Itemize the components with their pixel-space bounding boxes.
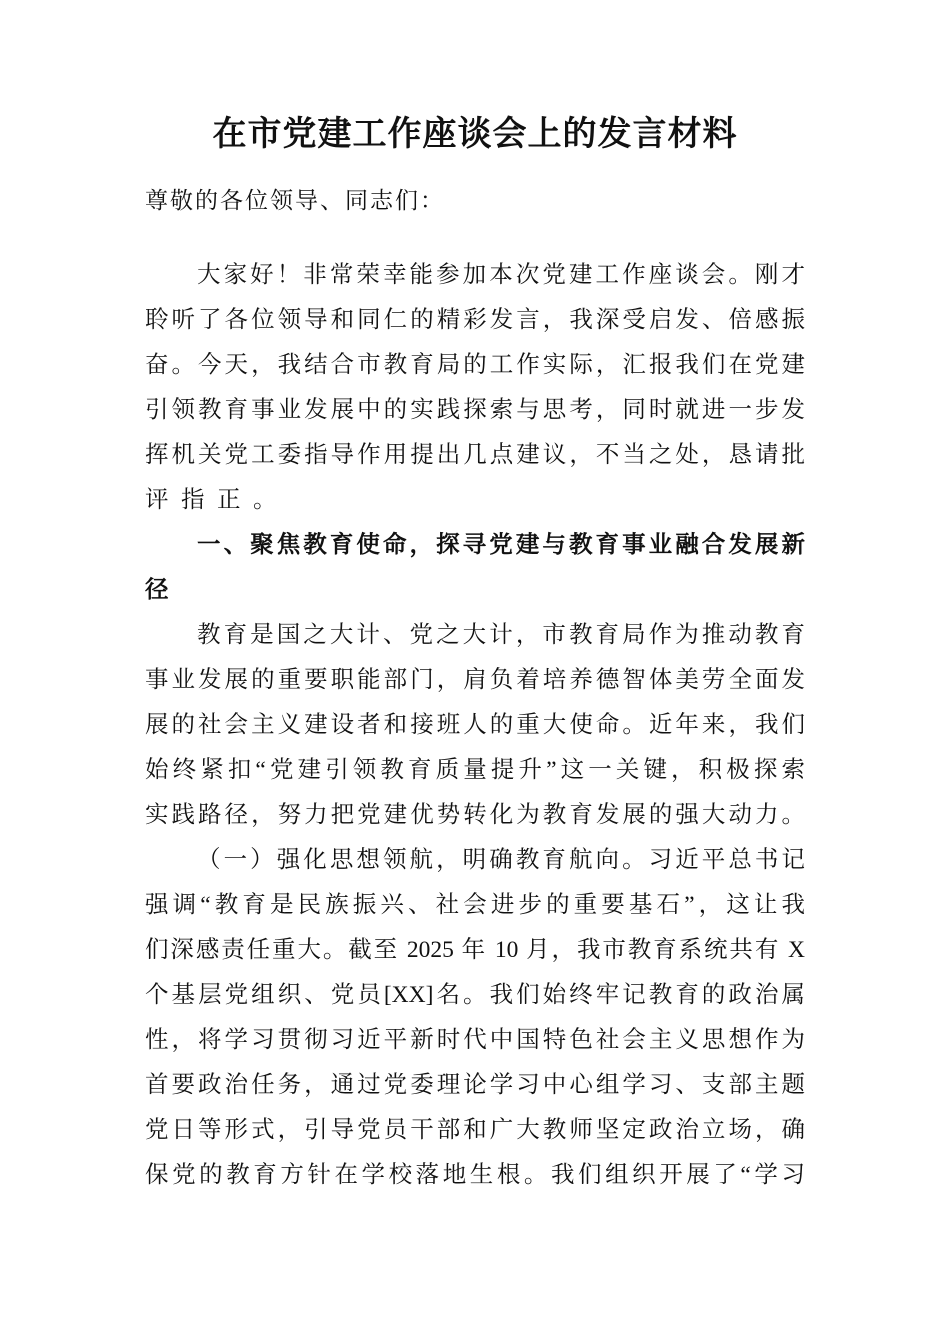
paragraph-line: 挥机关党工委指导作用提出几点建议，不当之处，恳请批	[145, 442, 805, 468]
paragraph-line: 大家好！非常荣幸能参加本次党建工作座谈会。刚才	[197, 262, 805, 288]
document-title: 在市党建工作座谈会上的发言材料	[212, 116, 738, 153]
paragraph-line: 性，将学习贯彻习近平新时代中国特色社会主义思想作为	[145, 1027, 805, 1053]
paragraph-line: 强调“教育是民族振兴、社会进步的重要基石”，这让我	[145, 892, 805, 918]
paragraph-line: 实践路径，努力把党建优势转化为教育发展的强大动力。	[145, 802, 805, 828]
paragraph-line: 事业发展的重要职能部门，肩负着培养德智体美劳全面发	[145, 667, 805, 693]
paragraph-line: 引领教育事业发展中的实践探索与思考，同时就进一步发	[145, 397, 805, 423]
paragraph-line: 个基层党组织、党员[XX]名。我们始终牢记教育的政治属	[145, 982, 805, 1008]
paragraph-line: 展的社会主义建设者和接班人的重大使命。近年来，我们	[145, 712, 805, 738]
paragraph-line: （一）强化思想领航，明确教育航向。习近平总书记	[197, 847, 805, 873]
section-heading-line: 径	[145, 577, 181, 603]
salutation: 尊敬的各位领导、同志们：	[145, 188, 445, 213]
paragraph-line: 奋。今天，我结合市教育局的工作实际，汇报我们在党建	[145, 352, 805, 378]
paragraph-line: 保党的教育方针在学校落地生根。我们组织开展了“学习	[145, 1162, 805, 1188]
section-heading-line: 一、聚焦教育使命，探寻党建与教育事业融合发展新	[197, 532, 805, 558]
paragraph-line: 党日等形式，引导党员干部和广大教师坚定政治立场，确	[145, 1117, 805, 1143]
paragraph-line: 聆听了各位领导和同仁的精彩发言，我深受启发、倍感振	[145, 307, 805, 333]
paragraph-line: 始终紧扣“党建引领教育质量提升”这一关键，积极探索	[145, 757, 805, 783]
paragraph-line: 首要政治任务，通过党委理论学习中心组学习、支部主题	[145, 1072, 805, 1098]
paragraph-line: 教育是国之大计、党之大计，市教育局作为推动教育	[197, 622, 805, 648]
paragraph-line: 们深感责任重大。截至 2025 年 10 月，我市教育系统共有 X	[145, 937, 805, 963]
paragraph-line: 评指正。	[145, 487, 289, 513]
document-body	[145, 253, 805, 1198]
